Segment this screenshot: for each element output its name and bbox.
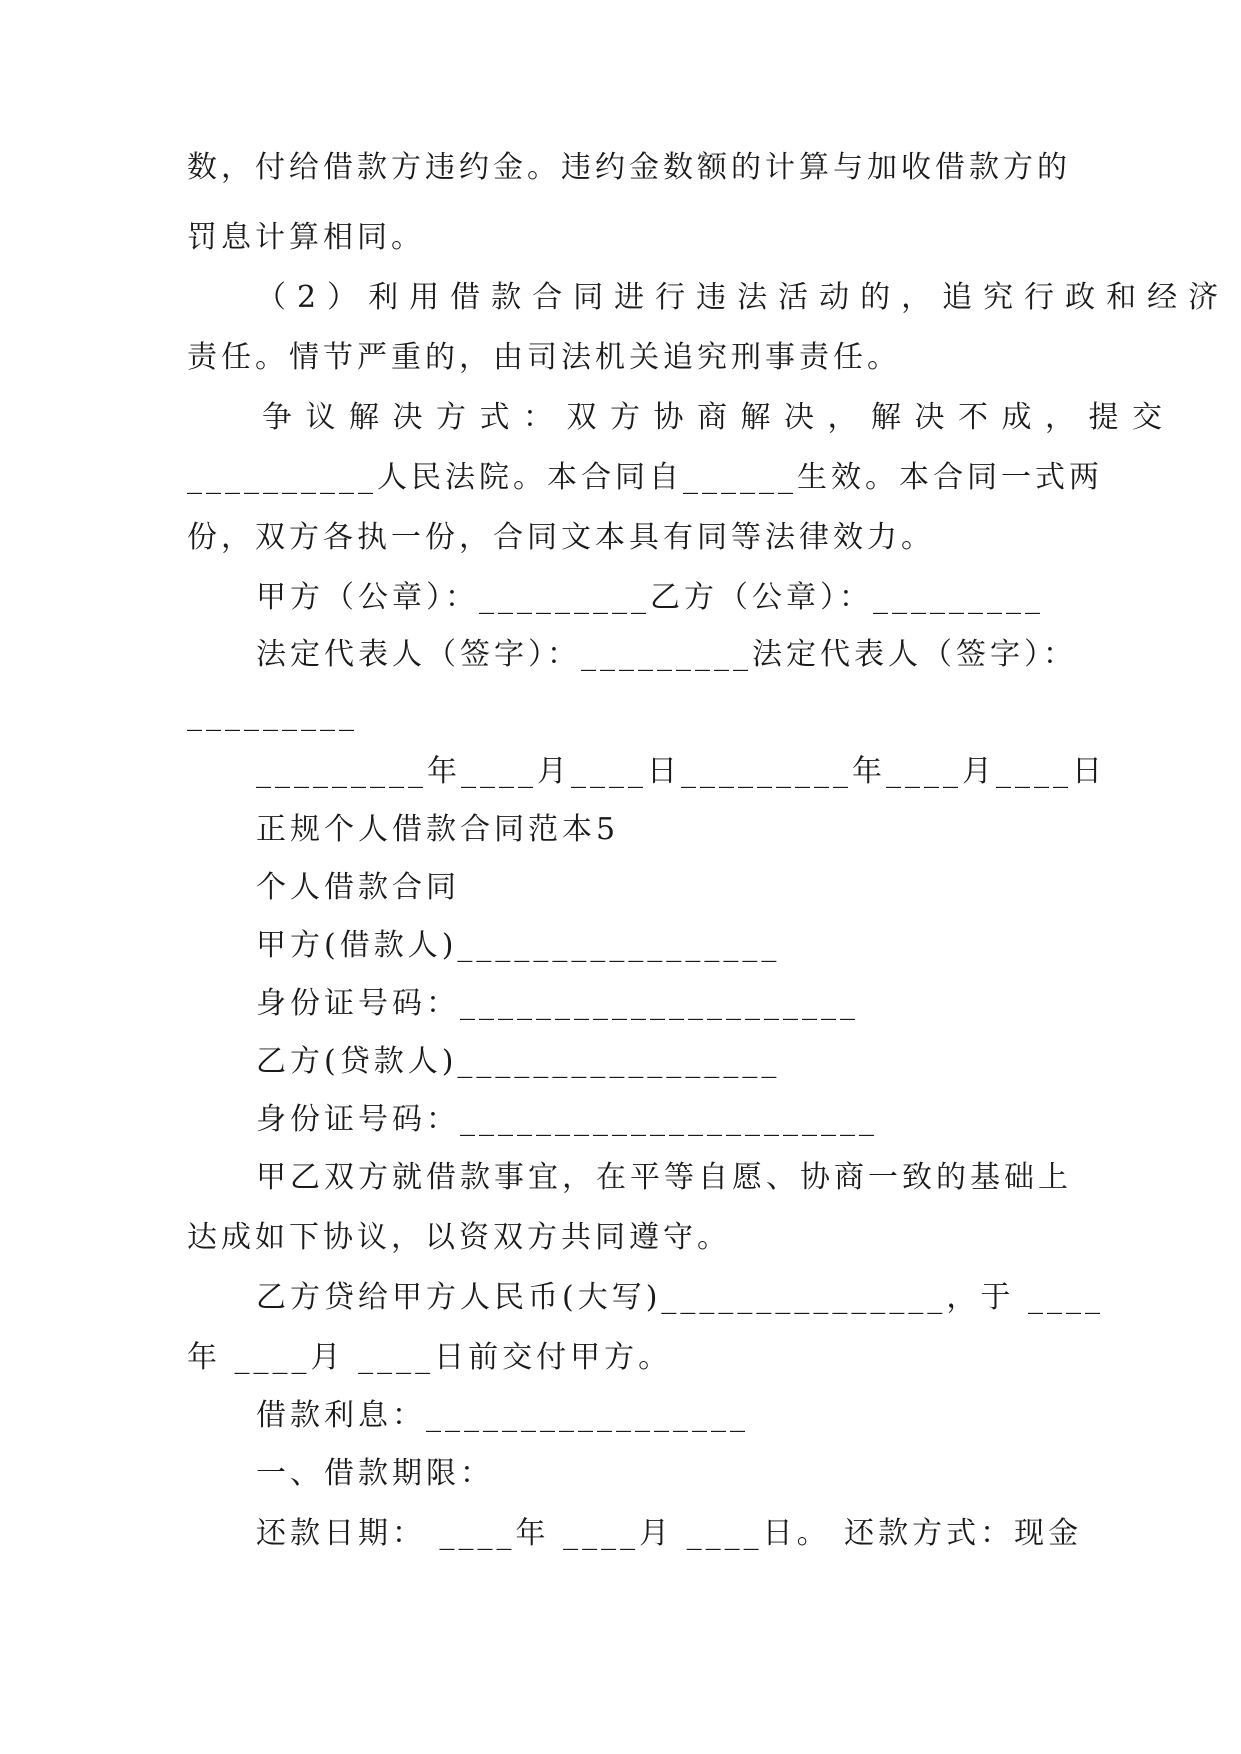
text-line: 达成如下协议，以资双方共同遵守。 [187, 1220, 731, 1255]
form-field: 身份证号码：_____________________ [256, 986, 859, 1021]
text-line: 乙方贷给甲方人民币(大写)_______________，于 ____ [256, 1280, 1104, 1315]
form-field: 甲方(借款人)_________________ [256, 928, 781, 963]
section-title: 正规个人借款合同范本5 [256, 812, 620, 847]
contract-title: 个人借款合同 [256, 870, 460, 905]
section-heading: 一、借款期限： [256, 1456, 494, 1491]
text-line: 罚息计算相同。 [187, 220, 425, 255]
form-field: 身份证号码：______________________ [256, 1102, 878, 1137]
text-line: （2）利用借款合同进行违法活动的，追究行政和经济 [256, 280, 1230, 315]
text-line: 甲乙双方就借款事宜，在平等自愿、协商一致的基础上 [256, 1160, 1072, 1195]
signature-blank: _________ [187, 697, 358, 732]
text-line: 年 ____月 ____日前交付甲方。 [187, 1340, 673, 1375]
signature-line: 法定代表人（签字）：_________法定代表人（签字）： [256, 637, 1077, 672]
date-line: _________年____月____日_________年____月____日 [256, 754, 1106, 789]
text-line: __________人民法院。本合同自______生效。本合同一式两 [187, 460, 1103, 495]
signature-line: 甲方（公章）：_________乙方（公章）：_________ [256, 580, 1044, 615]
form-field: 借款利息：_________________ [256, 1398, 749, 1433]
text-line: 份，双方各执一份，合同文本具有同等法律效力。 [187, 520, 935, 555]
form-field: 乙方(贷款人)_________________ [256, 1044, 781, 1079]
text-line: 争议解决方式：双方协商解决，解决不成，提交 [262, 400, 1176, 435]
text-line: 还款日期： ____年 ____月 ____日。 还款方式：现金 [256, 1516, 1083, 1551]
text-line: 数，付给借款方违约金。违约金数额的计算与加收借款方的 [187, 150, 1071, 185]
text-line: 责任。情节严重的，由司法机关追究刑事责任。 [187, 340, 901, 375]
